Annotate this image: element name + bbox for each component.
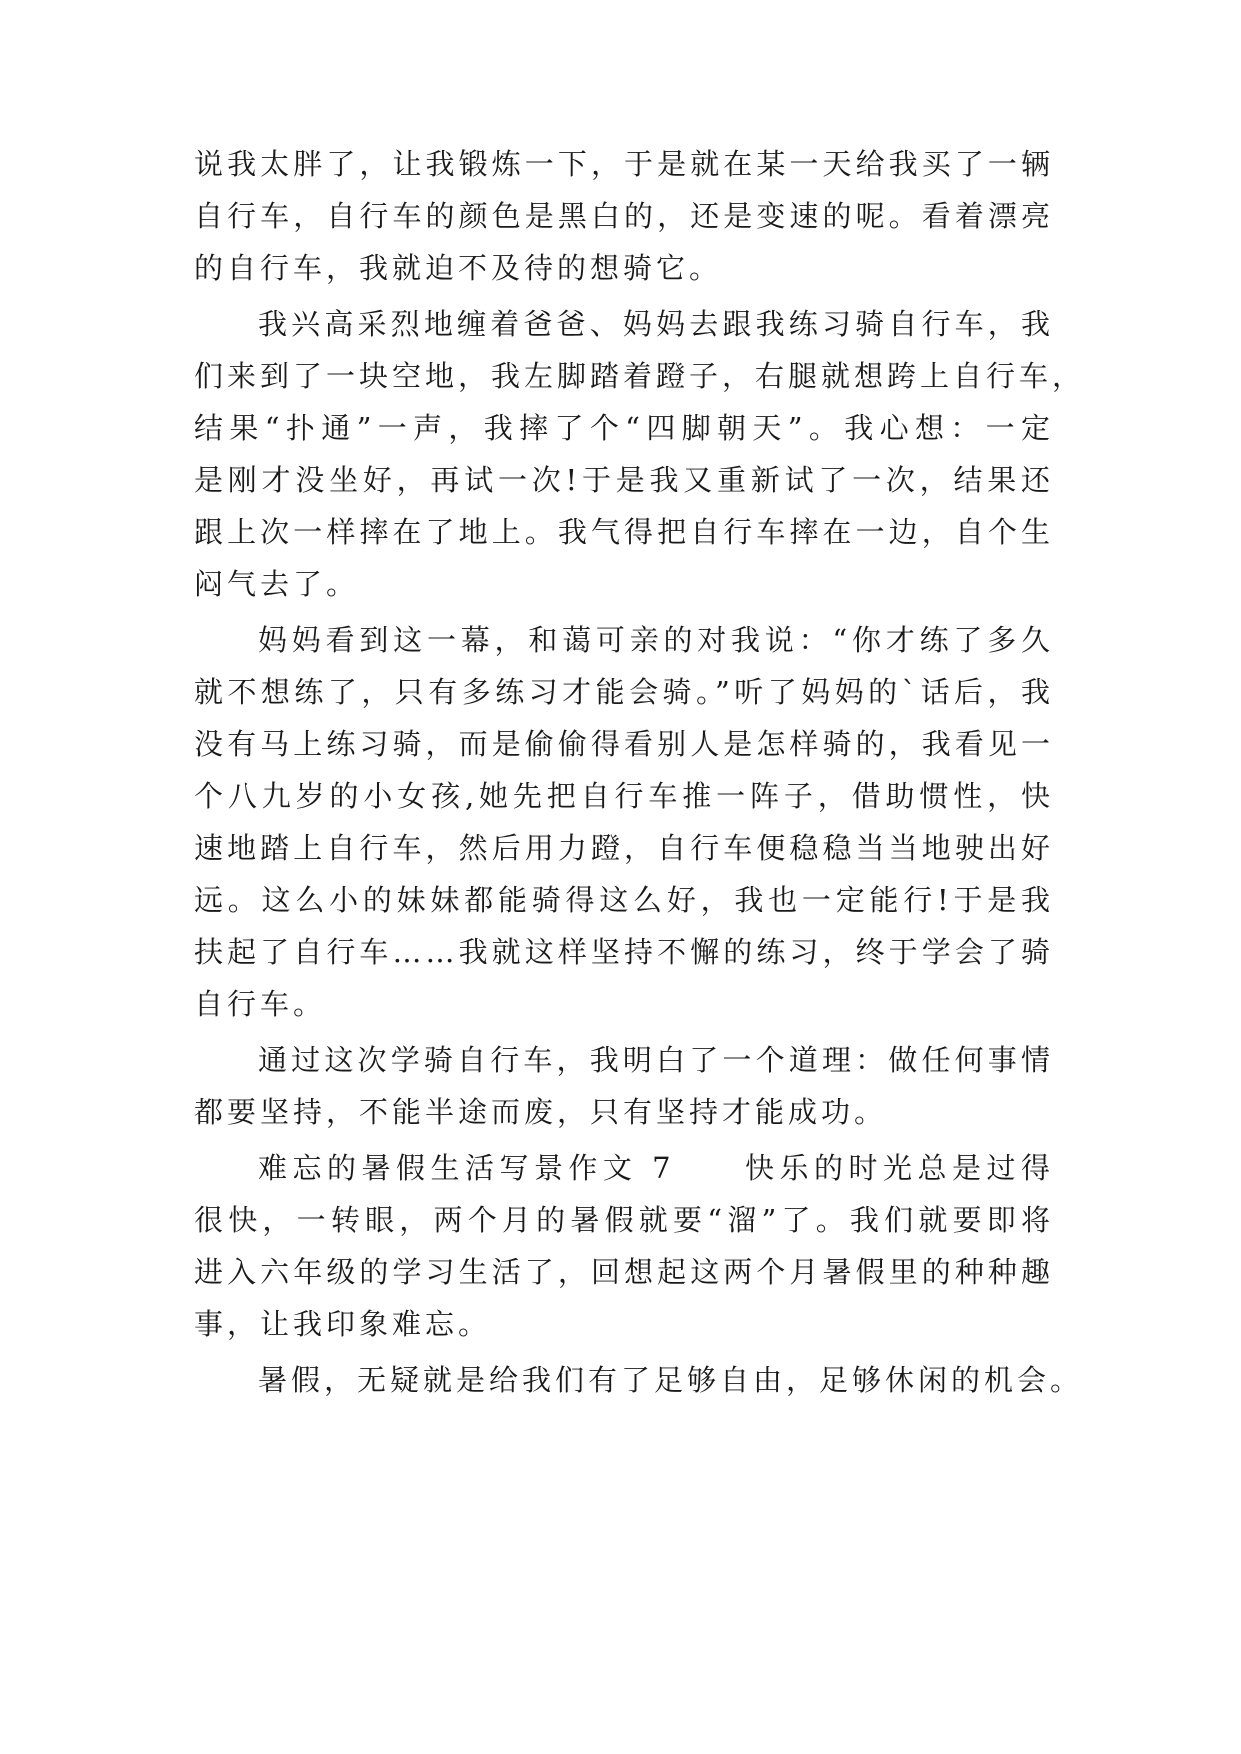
paragraph-first-line: 我兴高采烈地缠着爸爸、妈妈去跟我练习骑自行车，我: [258, 307, 1054, 341]
text-line: 都要坚持，不能半途而废，只有坚持才能成功。: [194, 1095, 888, 1129]
text-line: 扶起了自行车……我就这样坚持不懈的练习，终于学会了骑: [194, 935, 1054, 969]
paragraph-first-line: 通过这次学骑自行车，我明白了一个道理：做任何事情: [258, 1043, 1054, 1077]
text-line: 事，让我印象难忘。: [194, 1307, 492, 1341]
text-line: 跟上次一样摔在了地上。我气得把自行车摔在一边，自个生: [194, 515, 1054, 549]
text-line: 就不想练了，只有多练习才能会骑。”听了妈妈的`话后，我: [194, 675, 1054, 709]
text-line: 进入六年级的学习生活了，回想起这两个月暑假里的种种趣: [194, 1255, 1054, 1289]
text-line: 闷气去了。: [194, 567, 360, 601]
section-heading-line: 难忘的暑假生活写景作文 7 快乐的时光总是过得: [258, 1151, 1054, 1185]
text-line: 们来到了一块空地，我左脚踏着蹬子，右腿就想跨上自行车，: [194, 359, 1086, 393]
text-line: 自行车，自行车的颜色是黑白的，还是变速的呢。看着漂亮: [194, 199, 1054, 233]
paragraph-first-line: 妈妈看到这一幕，和蔼可亲的对我说：“你才练了多久: [258, 623, 1054, 657]
text-line: 结果“扑通”一声，我摔了个“四脚朝天”。我心想：一定: [194, 411, 1054, 445]
text-line: 没有马上练习骑，而是偷偷得看别人是怎样骑的，我看见一: [194, 727, 1054, 761]
text-line: 很快，一转眼，两个月的暑假就要“溜”了。我们就要即将: [194, 1203, 1054, 1237]
text-line: 自行车。: [194, 987, 327, 1021]
text-line: 的自行车，我就迫不及待的想骑它。: [194, 251, 723, 285]
text-line: 是刚才没坐好，再试一次!于是我又重新试了一次，结果还: [194, 463, 1054, 497]
text-line: 速地踏上自行车，然后用力蹬，自行车便稳稳当当地驶出好: [194, 831, 1054, 865]
text-line: 说我太胖了，让我锻炼一下，于是就在某一天给我买了一辆: [194, 147, 1054, 181]
paragraph-first-line: 暑假，无疑就是给我们有了足够自由，足够休闲的机会。: [258, 1363, 1084, 1397]
text-line: 远。这么小的妹妹都能骑得这么好，我也一定能行!于是我: [194, 883, 1054, 917]
text-line: 个八九岁的小女孩,她先把自行车推一阵子，借助惯性，快: [194, 779, 1054, 813]
